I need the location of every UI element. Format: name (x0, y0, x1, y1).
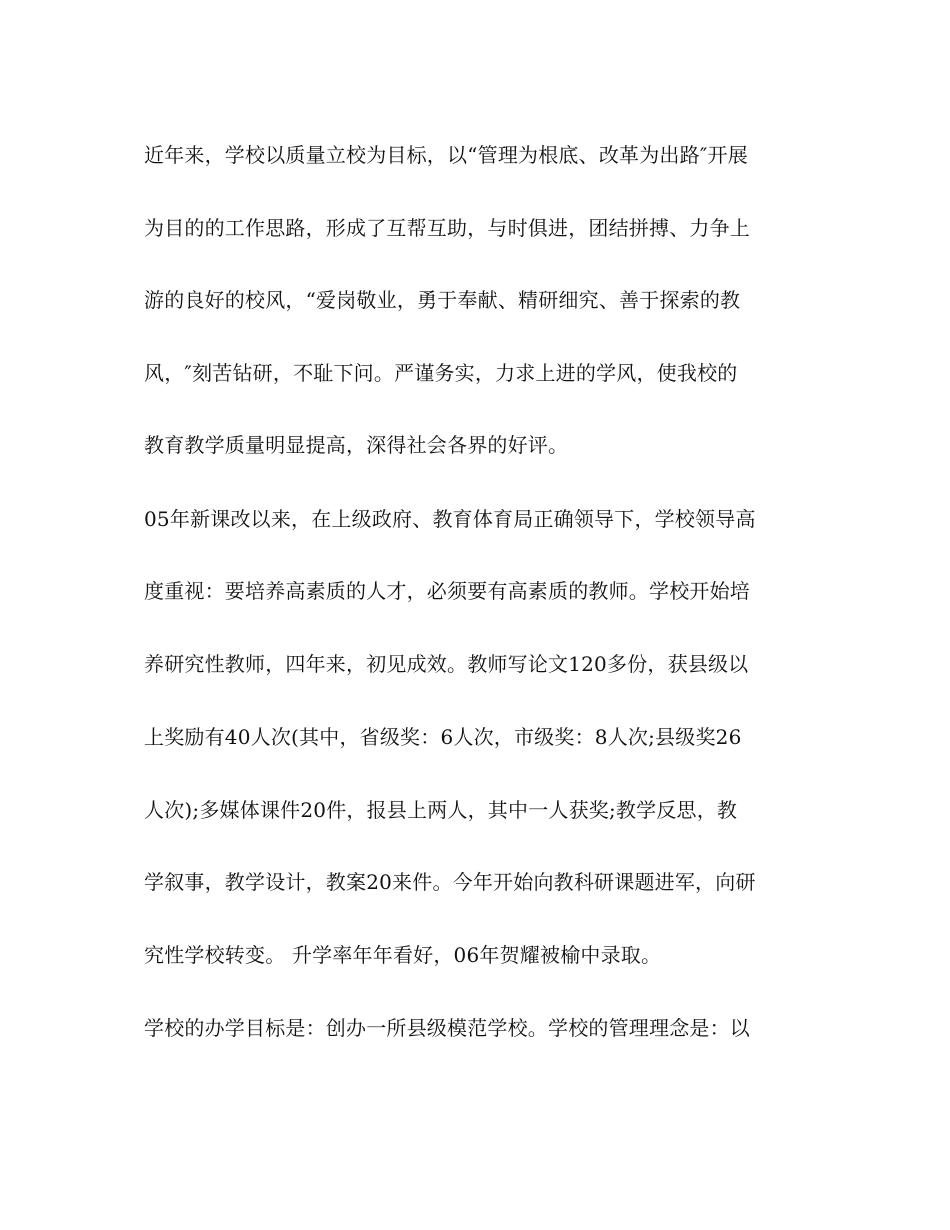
text-line: 人次);多媒体课件20件，报县上两人，其中一人获奖;教学反思，教 (144, 798, 738, 822)
text-line: 养研究性教师，四年来，初见成效。教师写论文120多份，获县级以 (144, 652, 749, 676)
text-line: 度重视：要培养高素质的人才，必须要有高素质的教师。学校开始培 (144, 579, 750, 603)
text-line: 风，″刻苦钻研，不耻下问。严谨务实，力求上进的学风，使我校的 (144, 361, 738, 385)
text-line: 上奖励有40人次(其中，省级奖：6人次，市级奖：8人次;县级奖26 (144, 725, 742, 749)
text-line: 学叙事，教学设计，教案20来件。今年开始向教科研课题进军，向研 (144, 870, 756, 894)
text-line: 为目的的工作思路，形成了互帮互助，与时俱进，团结拼搏、力争上 (144, 216, 750, 240)
text-line: 教育教学质量明显提高，深得社会各界的好评。 (144, 433, 569, 457)
text-line: 究性学校转变。 升学率年年看好，06年贺耀被榆中录取。 (144, 943, 662, 967)
text-line: 近年来，学校以质量立校为目标，以“管理为根底、改革为出路″开展 (144, 143, 748, 167)
text-line: 学校的办学目标是：创办一所县级模范学校。学校的管理理念是：以 (144, 1016, 750, 1040)
text-line: 游的良好的校风，“爱岗敬业，勇于奉献、精研细究、善于探索的教 (144, 288, 741, 312)
text-line: 05年新课改以来，在上级政府、教育体育局正确领导下，学校领导高 (144, 507, 756, 531)
